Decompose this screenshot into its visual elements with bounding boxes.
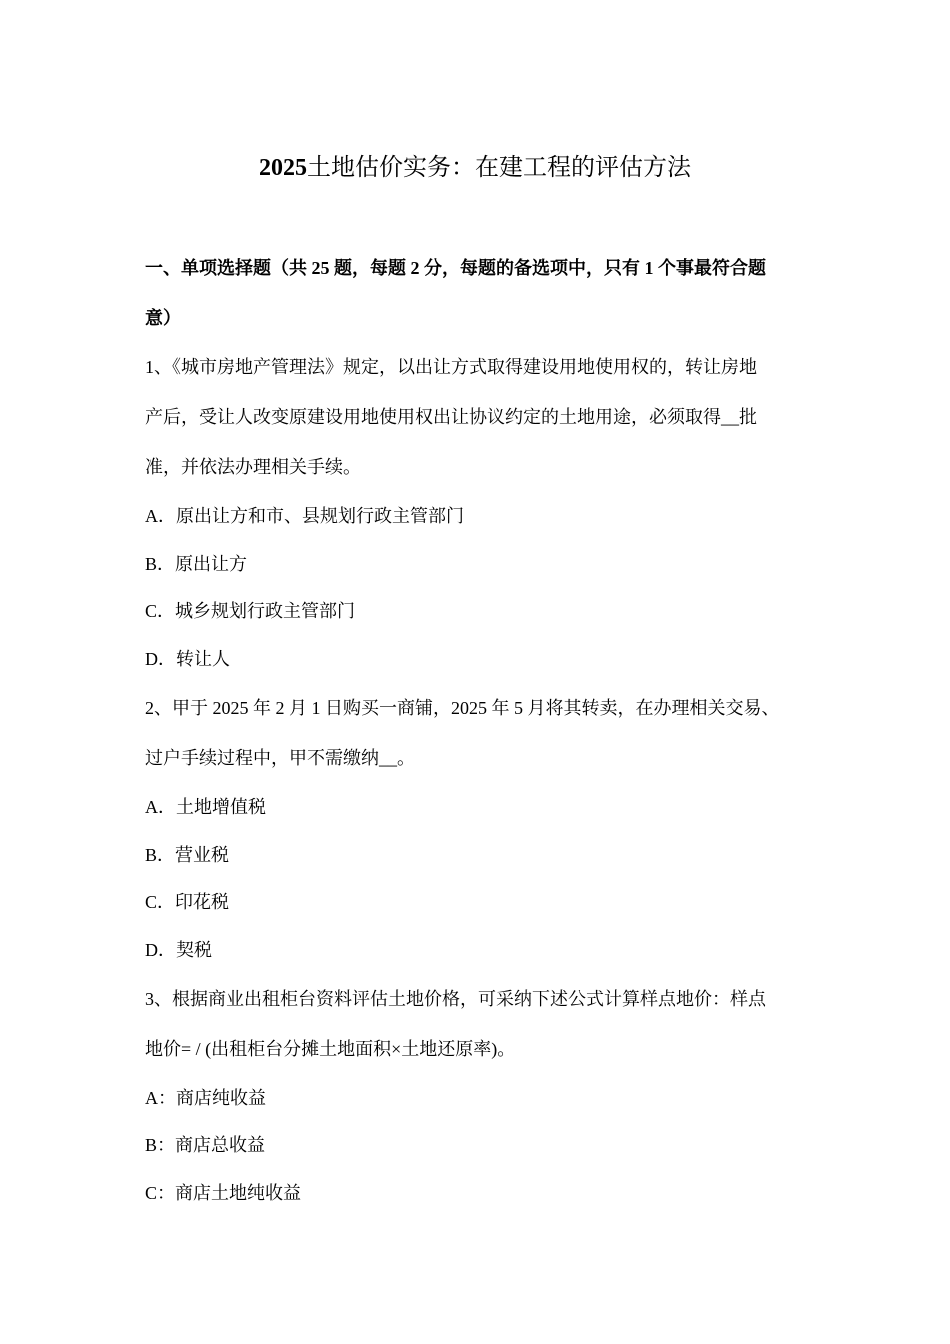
question-1-option-b: B．原出让方 [145, 554, 248, 574]
question-3-option-a: A：商店纯收益 [145, 1088, 266, 1108]
question-2-option-a: A．土地增值税 [145, 797, 266, 817]
question-1-option-d: D．转让人 [145, 649, 230, 669]
question-2-line-1: 2、甲于 2025 年 2 月 1 日购买一商铺，2025 年 5 月将其转卖，在办理相关交易、 [145, 698, 780, 718]
question-1-line-1: 1、《城市房地产管理法》规定，以出让方式取得建设用地使用权的，转让房地 [145, 357, 757, 377]
question-2-option-c: C．印花税 [145, 892, 230, 912]
document-title [0, 150, 950, 186]
question-2-option-d: D．契税 [145, 940, 212, 960]
question-1-line-3: 准，并依法办理相关手续。 [145, 457, 361, 477]
title-year: 2025 [259, 155, 307, 181]
section-heading-line-1: 一、单项选择题（共 25 题，每题 2 分，每题的备选项中，只有 1 个事最符合题 [145, 258, 766, 278]
question-2-option-b: B．营业税 [145, 845, 230, 865]
question-3-option-c: C：商店土地纯收益 [145, 1183, 302, 1203]
question-3-line-2: 地价= / (出租柜台分摊土地面积×土地还原率)。 [145, 1039, 516, 1059]
question-3-option-b: B：商店总收益 [145, 1135, 266, 1155]
section-heading-line-2: 意） [145, 308, 181, 328]
title-text: 土地估价实务：在建工程的评估方法 [307, 155, 691, 181]
question-1-option-a: A．原出让方和市、县规划行政主管部门 [145, 506, 464, 526]
question-1-line-2: 产后，受让人改变原建设用地使用权出让协议约定的土地用途，必须取得__批 [145, 407, 757, 427]
question-3-line-1: 3、根据商业出租柜台资料评估土地价格，可采纳下述公式计算样点地价：样点 [145, 989, 766, 1009]
question-1-option-c: C．城乡规划行政主管部门 [145, 601, 356, 621]
question-2-line-2: 过户手续过程中，甲不需缴纳__。 [145, 748, 415, 768]
